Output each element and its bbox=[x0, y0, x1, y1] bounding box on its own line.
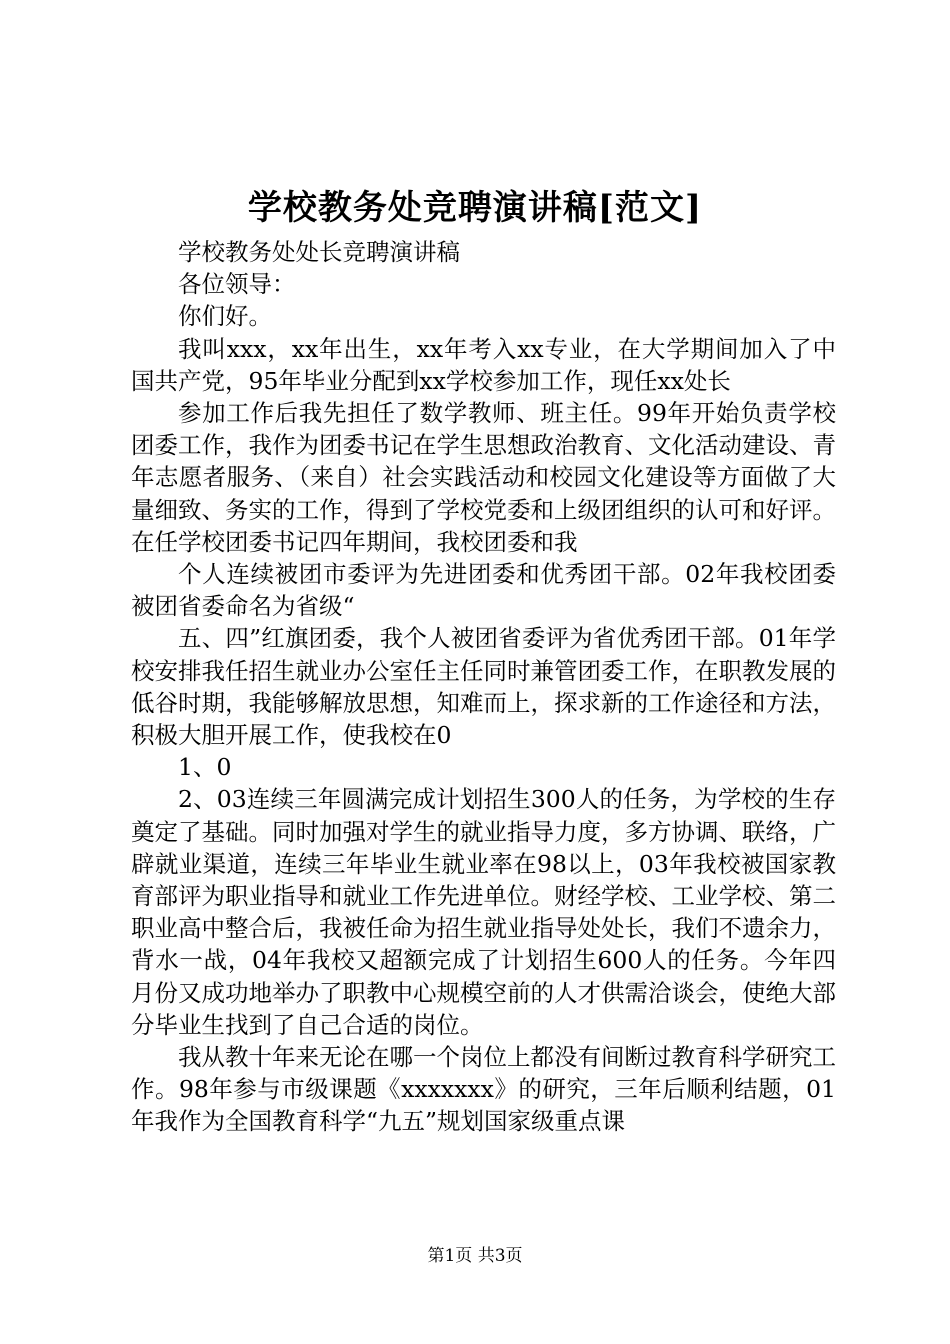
page-footer: 第1页 共3页 bbox=[427, 1246, 523, 1266]
document-title: 学校教务处竞聘演讲稿[范文] bbox=[247, 188, 703, 228]
paragraph-admissions-results: 2、03连续三年圆满完成计划招生300人的任务，为学校的生存奠定了基础。同时加强对学生的就业指导力度，多方协调、联络，广辟就业渠道，连续三年毕业生就业率在98以上，03年我校被国家教育部评为职业指导和就业工作先进单位。财经学校、工业学校、第二职业高中整合后，我被任命为招生就业指导处处长，我们不遗余力，背水一战，04年我校又超额完成了计划招生600人的任务。今年四月份又成功地举办了职教中心规模空前的人才供需洽谈会，使绝大部分毕业生找到了自己合适的岗位。 bbox=[131, 785, 836, 1039]
document-body bbox=[131, 236, 836, 1138]
paragraph-admissions-office: 五、四”红旗团委，我个人被团省委评为省优秀团干部。01年学校安排我任招生就业办公室任主任同时兼管团委工作，在职教发展的低谷时期，我能够解放思想，知难而上，探求新的工作途径和方法，积极大胆开展工作，使我校在0 bbox=[131, 624, 836, 750]
paragraph-years-fragment: 1、0 bbox=[178, 753, 232, 782]
paragraph-subtitle: 学校教务处处长竞聘演讲稿 bbox=[178, 238, 460, 266]
paragraph-honors: 个人连续被团市委评为先进团委和优秀团干部。02年我校团委被团省委命名为省级“ bbox=[131, 560, 836, 621]
paragraph-greeting: 你们好。 bbox=[178, 302, 272, 331]
paragraph-introduction: 我叫xxx，xx年出生，xx年考入xx专业，在大学期间加入了中国共产党，95年毕业分配到xx学校参加工作，现任xx处长 bbox=[131, 334, 836, 395]
paragraph-salutation: 各位领导： bbox=[178, 270, 296, 299]
paragraph-work-experience: 参加工作后我先担任了数学教师、班主任。99年开始负责学校团委工作，我作为团委书记在学生思想政治教育、文化活动建设、青年志愿者服务、（来自）社会实践活动和校园文化建设等方面做了大量细致、务实的工作，得到了学校党委和上级团组织的认可和好评。在任学校团委书记四年期间，我校团委和我 bbox=[131, 399, 836, 556]
paragraph-research: 我从教十年来无论在哪一个岗位上都没有间断过教育科学研究工作。98年参与市级课题《xxxxxxx》的研究，三年后顺利结题，01年我作为全国教育科学“九五”规划国家级重点课 bbox=[131, 1043, 836, 1136]
